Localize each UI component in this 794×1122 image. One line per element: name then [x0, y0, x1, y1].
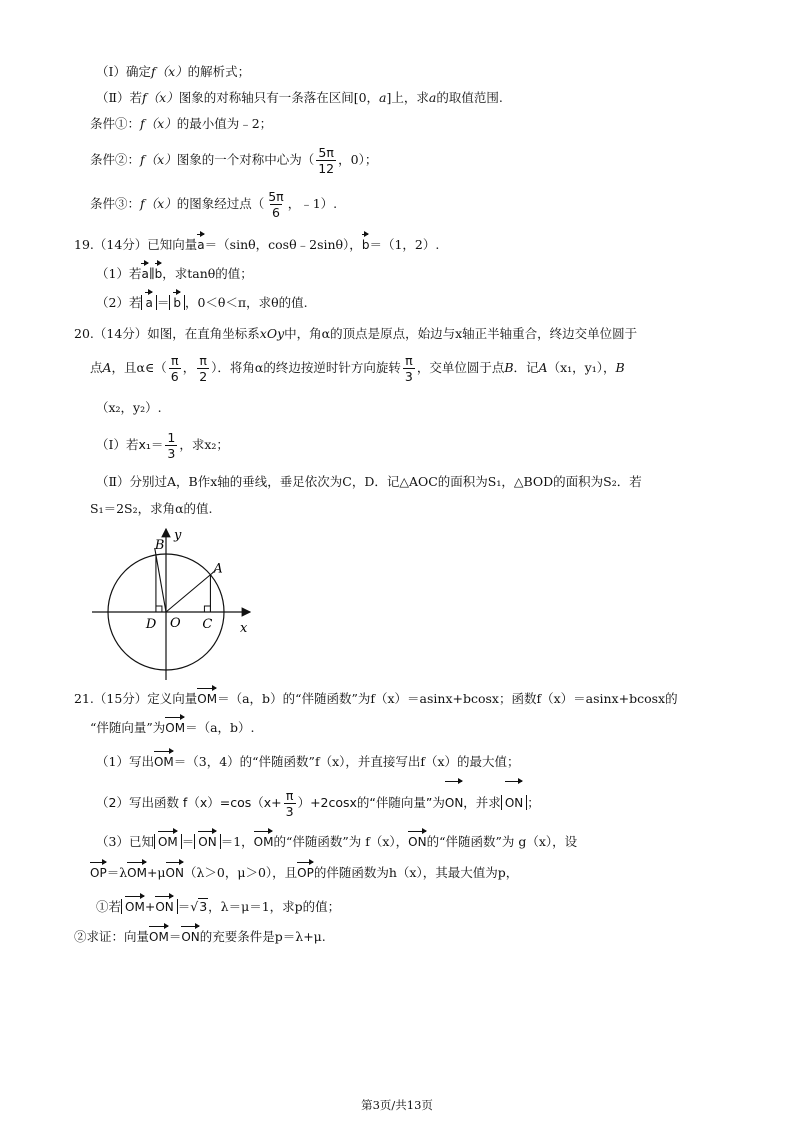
q20-heading: 20.（14分）如图，在直角坐标系xOy中，角α的顶点是原点，始边与x轴正半轴重合，终边交单位圆于 — [74, 326, 638, 341]
q18-condition-3: 条件③：f（x）的图象经过点（ $\frac{5\pi}{6}$ ，﹣1）. — [90, 189, 338, 220]
right-angle-mark-c — [204, 606, 210, 612]
label-a: A — [213, 561, 223, 577]
q21-part3: （3）已知 OM ＝ ON ＝1，OM的“伴随函数”为 f（x），ON的“伴随函数”为 g（x），设 — [96, 834, 578, 849]
q21-part2: （2）写出函数 f（x）=cos（x+ $\frac{\pi}{3}$ ）+2cosx的“伴随向量”为ON，并求 ON ； — [96, 783, 540, 823]
q20-line3: （x₂，y₂）. — [96, 400, 162, 415]
label-d: D — [145, 617, 157, 632]
q21-heading: 21.（15分）定义向量OM＝（a，b）的“伴随函数”为f（x）＝asinx+bcosx；函数f（x）＝asinx+bcosx的 — [74, 691, 678, 706]
q19-part2: （2）若 a ＝ b ，0＜θ＜π，求θ的值. — [96, 295, 308, 310]
label-c: C — [202, 617, 213, 632]
right-angle-mark-d — [156, 606, 162, 612]
q21-sub1: ①若 OM+ON ＝√3，λ＝μ＝1，求p的值； — [96, 899, 341, 914]
q18-part2: （Ⅱ）若f（x）图象的对称轴只有一条落在区间[0，a]上，求a的取值范围. — [96, 90, 503, 105]
q20-line2: 点A，且α∈（ $\frac{\pi}{6}$ ， $\frac{\pi}{2}$ ）．将角α的终边按逆时针方向旋转 $\frac{\pi}{3}$ ，交单位圆于点B．记A（x₁，y₁），B — [90, 353, 625, 384]
q19-heading: 19.（14分）已知向量a＝（sinθ，cosθ﹣2sinθ），b＝（1，2）. — [74, 237, 440, 252]
label-o: O — [170, 616, 181, 631]
label-y: y — [174, 528, 182, 543]
q20-part2: （Ⅱ）分别过A，B作x轴的垂线，垂足依次为C，D．记△AOC的面积为S₁，△BOD的面积为S₂．若 — [96, 474, 642, 489]
q18-part1: （Ⅰ）确定f（x）的解析式； — [96, 64, 251, 79]
page-footer: 第3页/共13页 — [361, 1098, 433, 1112]
fraction-5pi-12: $\frac{5\pi}{12}$ — [318, 145, 335, 176]
q21-part1: （1）写出OM＝（3，4）的“伴随函数”f（x），并直接写出f（x）的最大值； — [96, 754, 520, 769]
q21-part3-line2: OP＝λOM+μON（λ＞0，μ＞0），且OP的伴随函数为h（x），其最大值为p， — [90, 865, 519, 880]
q20-part1: （Ⅰ）若x₁＝ $\frac{1}{3}$ ，求x₂； — [96, 430, 229, 461]
q21-line2: “伴随向量”为OM＝（a，b）. — [90, 720, 255, 735]
fraction-5pi-6: $\frac{5\pi}{6}$ — [268, 189, 284, 220]
label-b: B — [154, 537, 165, 553]
q20-part2-line2: S₁＝2S₂，求角α的值. — [90, 501, 213, 516]
q18-condition-1: 条件①：f（x）的最小值为﹣2； — [90, 116, 273, 131]
q18-condition-2: 条件②：f（x）图象的一个对称中心为（ $\frac{5\pi}{12}$ ，0）； — [90, 145, 378, 176]
q21-sub2: ②求证：向量OM＝ON的充要条件是p＝λ+μ. — [74, 929, 326, 944]
q19-part1: （1）若a∥b，求tanθ的值； — [96, 266, 253, 281]
label-x: x — [240, 621, 248, 636]
unit-circle-figure — [88, 525, 268, 685]
